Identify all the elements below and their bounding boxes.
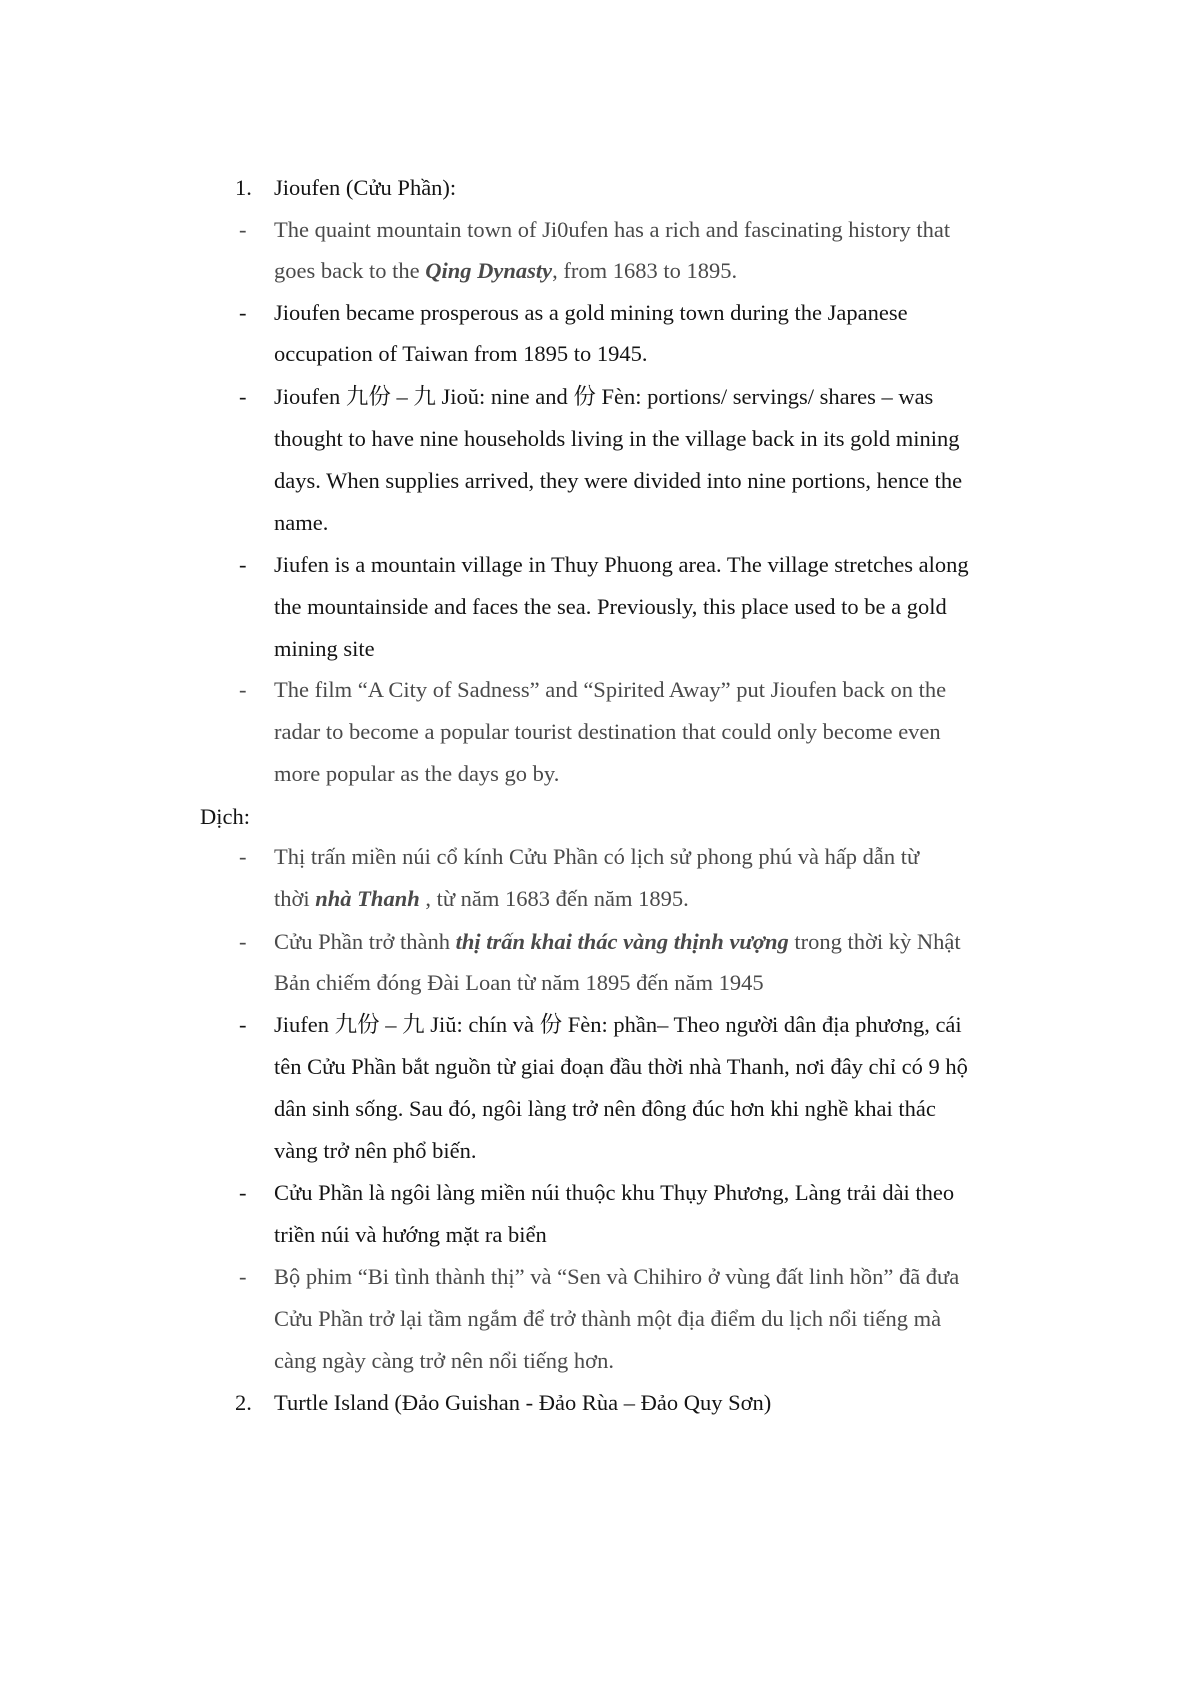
english-item-3-line-1: Jioufen 九份 – 九 Jioŭ: nine and 份 Fèn: portions/ servings/ shares – was: [274, 384, 934, 409]
english-item-3-line-2: thought to have nine households living in the village back in its gold mining: [274, 426, 960, 451]
bullet-dash: -: [239, 1264, 247, 1289]
english-item-1-line-2: [274, 260, 737, 283]
english-item-1-line-2-post: , from 1683 to 1895.: [552, 258, 738, 283]
translation-label: Dịch:: [200, 804, 250, 829]
english-item-3-line-3: days. When supplies arrived, they were divided into nine portions, hence the: [274, 468, 963, 493]
bullet-dash: -: [239, 384, 247, 409]
bullet-dash: -: [239, 677, 247, 702]
bullet-dash: -: [239, 217, 247, 242]
english-item-5-line-3: more popular as the days go by.: [274, 761, 560, 786]
english-item-1-line-2-pre: goes back to the: [274, 258, 426, 283]
translation-item-3-line-3: dân sinh sống. Sau đó, ngôi làng trở nên đông đúc hơn khi nghề khai thác: [274, 1096, 936, 1121]
bullet-dash: -: [239, 1180, 247, 1205]
translation-item-2-line-1-post: trong thời kỳ Nhật: [788, 929, 961, 954]
translation-item-4-line-2: triền núi và hướng mặt ra biển: [274, 1222, 547, 1247]
translation-item-2-line-1-pre: Cửu Phần trở thành: [274, 929, 456, 954]
english-item-2-line-2: occupation of Taiwan from 1895 to 1945.: [274, 341, 648, 366]
translation-item-3-line-2: tên Cửu Phần bắt nguồn từ giai đoạn đầu thời nhà Thanh, nơi đây chỉ có 9 hộ: [274, 1054, 968, 1079]
translation-item-4-line-1: Cửu Phần là ngôi làng miền núi thuộc khu Thụy Phương, Làng trải dài theo: [274, 1180, 955, 1205]
translation-item-1-line-2-pre: thời: [274, 886, 316, 911]
qing-dynasty-emphasis: Qing Dynasty: [425, 258, 553, 283]
english-item-1-line-1: The quaint mountain town of Ji0ufen has a rich and fascinating history that: [274, 217, 951, 242]
section-2-heading: Turtle Island (Đảo Guishan - Đảo Rùa – Đảo Quy Sơn): [274, 1390, 772, 1415]
english-item-5-line-1: The film “A City of Sadness” and “Spirited Away” put Jioufen back on the: [274, 677, 947, 702]
nha-thanh-emphasis: nhà Thanh: [315, 886, 420, 911]
translation-item-1-line-1: Thị trấn miền núi cổ kính Cửu Phần có lịch sử phong phú và hấp dẫn từ: [274, 844, 920, 869]
translation-item-1-line-2-post: , từ năm 1683 đến năm 1895.: [419, 886, 689, 911]
translation-item-5-line-3: càng ngày càng trở nên nổi tiếng hơn.: [274, 1348, 614, 1373]
translation-item-5-line-1: Bộ phim “Bi tình thành thị” và “Sen và Chihiro ở vùng đất linh hồn” đã đưa: [274, 1264, 960, 1289]
translation-item-5-line-2: Cửu Phần trở lại tầm ngắm để trở thành một địa điểm du lịch nổi tiếng mà: [274, 1306, 942, 1331]
english-item-4-line-2: the mountainside and faces the sea. Previously, this place used to be a gold: [274, 594, 947, 619]
bullet-dash: -: [239, 1012, 247, 1037]
bullet-dash: -: [239, 844, 247, 869]
translation-item-3-line-1: Jiufen 九份 – 九 Jiŭ: chín và 份 Fèn: phần– Theo người dân địa phương, cái: [274, 1012, 962, 1037]
section-1-number: 1.: [235, 175, 252, 200]
section-1-heading: Jioufen (Cửu Phần):: [274, 175, 457, 200]
translation-item-2-line-1: [274, 931, 961, 954]
section-2-number: 2.: [235, 1390, 252, 1415]
english-item-5-line-2: radar to become a popular tourist destination that could only become even: [274, 719, 941, 744]
english-item-3-line-4: name.: [274, 510, 329, 535]
translation-item-3-line-4: vàng trở nên phổ biến.: [274, 1138, 477, 1163]
gold-mining-town-emphasis: thị trấn khai thác vàng thịnh vượng: [455, 929, 789, 954]
english-item-4-line-1: Jiufen is a mountain village in Thuy Phuong area. The village stretches along: [274, 552, 969, 577]
bullet-dash: -: [239, 929, 247, 954]
translation-item-2-line-2: Bản chiếm đóng Đài Loan từ năm 1895 đến năm 1945: [274, 970, 764, 995]
english-item-2-line-1: Jioufen became prosperous as a gold mining town during the Japanese: [274, 300, 908, 325]
translation-item-1-line-2: [274, 888, 689, 911]
english-item-4-line-3: mining site: [274, 636, 375, 661]
bullet-dash: -: [239, 300, 247, 325]
bullet-dash: -: [239, 552, 247, 577]
